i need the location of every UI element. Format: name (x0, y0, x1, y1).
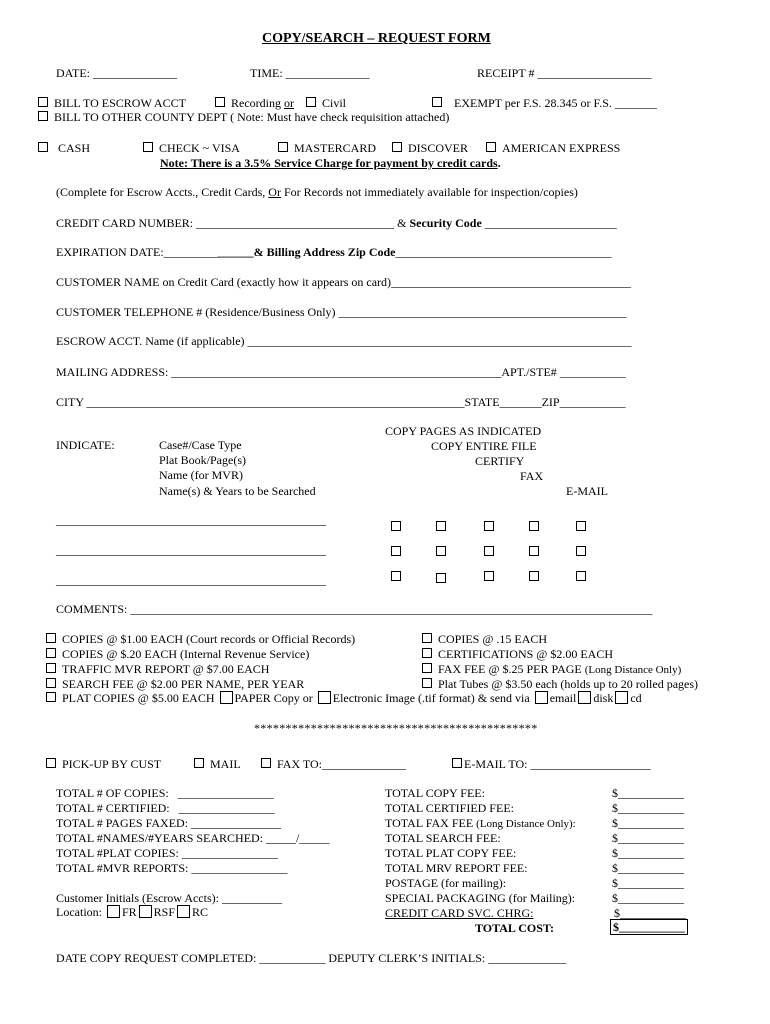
indicate-label: INDICATE: (56, 438, 115, 452)
email-checkbox[interactable] (576, 521, 586, 531)
checkbox-icon[interactable] (422, 633, 432, 643)
check-visa-option[interactable]: CHECK ~ VISA (143, 141, 240, 155)
mail-option[interactable]: MAIL (194, 757, 241, 771)
amount-field[interactable]: $___________ (612, 861, 684, 875)
certify-checkbox[interactable] (484, 521, 494, 531)
fee-option[interactable]: SEARCH FEE @ $2.00 PER NAME, PER YEAR (46, 677, 304, 691)
checkbox-icon[interactable] (422, 648, 432, 658)
amex-option[interactable]: AMERICAN EXPRESS (486, 141, 620, 155)
copy-entire-checkbox[interactable] (436, 573, 446, 583)
fee-option[interactable]: TRAFFIC MVR REPORT @ $7.00 EACH (46, 662, 269, 676)
copy-pages-checkbox[interactable] (391, 571, 401, 581)
total-label: TOTAL FAX FEE (Long Distance Only): (385, 816, 576, 830)
total-label: SPECIAL PACKAGING (for Mailing): (385, 891, 576, 905)
escrow-name-field[interactable]: ESCROW ACCT. Name (if applicable) ________________________________________________________________ (56, 334, 632, 348)
copy-entire-checkbox[interactable] (436, 521, 446, 531)
instructions: (Complete for Escrow Accts., Credit Cards, Or For Records not immediately available for inspection/copies) (56, 185, 578, 199)
cash-option[interactable]: CASH (38, 141, 90, 155)
completion-footer[interactable]: DATE COPY REQUEST COMPLETED: ___________ DEPUTY CLERK’S INITIALS: _____________ (56, 951, 567, 965)
checkbox-icon[interactable] (38, 97, 48, 107)
fax-checkbox[interactable] (529, 546, 539, 556)
checkbox-icon[interactable] (46, 758, 56, 768)
amount-field[interactable]: $___________ (612, 831, 684, 845)
email-checkbox[interactable] (576, 571, 586, 581)
checkbox-icon[interactable] (422, 678, 432, 688)
checkbox-icon[interactable] (143, 142, 153, 152)
location-rc-box[interactable] (177, 905, 190, 918)
amount-field[interactable]: $___________ (612, 846, 684, 860)
fee-option[interactable]: COPIES @ $.20 EACH (Internal Revenue Service) (46, 647, 309, 661)
expiration-field[interactable]: EXPIRATION DATE:_______________& Billing Address Zip Code____________________________________ (56, 245, 612, 259)
location-fr-box[interactable] (107, 905, 120, 918)
checkbox-icon[interactable] (46, 633, 56, 643)
total-cost-field[interactable]: $___________ (610, 919, 688, 935)
certify-checkbox[interactable] (484, 546, 494, 556)
amount-field[interactable]: $___________ (612, 816, 684, 830)
checkbox-icon[interactable] (422, 663, 432, 673)
fax-to-option[interactable]: FAX TO:______________ (261, 757, 406, 771)
checkbox-icon[interactable] (452, 758, 462, 768)
amount-field[interactable]: $___________ (612, 786, 684, 800)
option-copy-entire: COPY ENTIRE FILE (431, 439, 537, 453)
checkbox-icon[interactable] (278, 142, 288, 152)
civil-option[interactable]: Civil (306, 96, 346, 110)
fee-option[interactable]: COPIES @ $1.00 EACH (Court records or Official Records) (46, 632, 355, 646)
copy-entire-checkbox[interactable] (436, 546, 446, 556)
indicate-item: Case#/Case Type (159, 438, 242, 452)
email-to-option[interactable]: E-MAIL TO: ____________________ (452, 757, 650, 771)
location-options[interactable]: Location: FR RSF RC (56, 905, 209, 919)
checkbox-icon[interactable] (215, 97, 225, 107)
checkbox-icon[interactable] (261, 758, 271, 768)
total-label: TOTAL PLAT COPY FEE: (385, 846, 517, 860)
comments-field[interactable]: COMMENTS: _______________________________________________________________________________________ (56, 602, 653, 616)
plat-copies-option[interactable]: PLAT COPIES @ $5.00 EACH PAPER Copy or Electronic Image (.tif format) & send via email disk cd (46, 691, 642, 705)
email-box[interactable] (535, 691, 548, 704)
copy-pages-checkbox[interactable] (391, 546, 401, 556)
pickup-option[interactable]: PICK-UP BY CUST (46, 757, 161, 771)
email-checkbox[interactable] (576, 546, 586, 556)
customer-name-field[interactable]: CUSTOMER NAME on Credit Card (exactly how it appears on card)________________________________________ (56, 275, 632, 289)
fax-checkbox[interactable] (529, 521, 539, 531)
count-field[interactable]: TOTAL # OF COPIES: ________________ (56, 786, 274, 800)
indicate-line[interactable]: _____________________________________________ (56, 513, 326, 527)
cc-number-field[interactable]: CREDIT CARD NUMBER: _________________________________ & Security Code ______________________ (56, 216, 617, 230)
count-field[interactable]: TOTAL # CERTIFIED: ________________ (56, 801, 275, 815)
service-charge-note: Note: There is a 3.5% Service Charge for payment by credit cards. (160, 156, 501, 170)
location-rsf-box[interactable] (139, 905, 152, 918)
paper-copy-box[interactable] (220, 691, 233, 704)
total-cost-label: TOTAL COST: (475, 921, 555, 935)
amount-field[interactable]: $___________ (614, 906, 686, 920)
electronic-box[interactable] (318, 691, 331, 704)
fee-option[interactable]: CERTIFICATIONS @ $2.00 EACH (422, 647, 613, 661)
cd-box[interactable] (615, 691, 628, 704)
indicate-line[interactable]: _____________________________________________ (56, 543, 326, 557)
receipt-field[interactable]: RECEIPT # ___________________ (477, 66, 652, 80)
count-field[interactable]: TOTAL #MVR REPORTS: ________________ (56, 861, 288, 875)
option-email: E-MAIL (566, 484, 608, 498)
total-label: TOTAL COPY FEE: (385, 786, 485, 800)
certify-checkbox[interactable] (484, 571, 494, 581)
form-title: COPY/SEARCH – REQUEST FORM (262, 31, 491, 46)
mailing-address-field[interactable]: MAILING ADDRESS: _______________________________________________________APT./STE# ___________ (56, 365, 626, 379)
indicate-item: Name (for MVR) (159, 468, 243, 482)
bill-other-county-option[interactable]: BILL TO OTHER COUNTY DEPT ( Note: Must have check requisition attached) (38, 110, 449, 124)
cc-charge-label: CREDIT CARD SVC. CHRG: (385, 906, 534, 920)
amount-field[interactable]: $___________ (612, 891, 684, 905)
checkbox-icon[interactable] (38, 111, 48, 121)
separator: ********************************************* (254, 721, 538, 735)
checkbox-icon[interactable] (46, 648, 56, 658)
customer-initials-field[interactable]: Customer Initials (Escrow Accts): __________ (56, 891, 282, 905)
amount-field[interactable]: $___________ (612, 801, 684, 815)
checkbox-icon[interactable] (306, 97, 316, 107)
total-label: TOTAL SEARCH FEE: (385, 831, 501, 845)
recording-option[interactable]: Recording or (215, 96, 294, 110)
option-certify: CERTIFY (475, 454, 525, 468)
amount-field[interactable]: $___________ (612, 876, 684, 890)
fee-option[interactable]: COPIES @ .15 EACH (422, 632, 547, 646)
fee-option[interactable]: Plat Tubes @ $3.50 each (holds up to 20 rolled pages) (422, 677, 698, 691)
mastercard-option[interactable]: MASTERCARD (278, 141, 376, 155)
total-label: TOTAL CERTIFIED FEE: (385, 801, 514, 815)
option-fax: FAX (520, 469, 544, 483)
indicate-item: Plat Book/Page(s) (159, 453, 246, 467)
count-field[interactable]: TOTAL # PAGES FAXED: _______________ (56, 816, 282, 830)
city-state-zip-field[interactable]: CITY _______________________________________________________________STATE_______ZIP___________ (56, 395, 626, 409)
checkbox-icon[interactable] (46, 663, 56, 673)
count-field[interactable]: TOTAL #NAMES/#YEARS SEARCHED: _____/_____ (56, 831, 330, 845)
total-label: TOTAL MRV REPORT FEE: (385, 861, 528, 875)
fax-checkbox[interactable] (529, 571, 539, 581)
checkbox-icon[interactable] (486, 142, 496, 152)
count-field[interactable]: TOTAL #PLAT COPIES: ________________ (56, 846, 278, 860)
option-copy-pages: COPY PAGES AS INDICATED (385, 424, 542, 438)
exempt-option[interactable]: EXEMPT per F.S. 28.345 or F.S. _______ (432, 96, 657, 110)
date-field[interactable]: DATE: ______________ (56, 66, 177, 80)
customer-phone-field[interactable]: CUSTOMER TELEPHONE # (Residence/Business Only) ________________________________________________ (56, 305, 627, 319)
checkbox-icon[interactable] (194, 758, 204, 768)
checkbox-icon[interactable] (392, 142, 402, 152)
checkbox-icon[interactable] (432, 97, 442, 107)
disk-box[interactable] (578, 691, 591, 704)
indicate-item: Name(s) & Years to be Searched (159, 484, 316, 498)
copy-pages-checkbox[interactable] (391, 521, 401, 531)
checkbox-icon[interactable] (46, 692, 56, 702)
total-label: POSTAGE (for mailing): (385, 876, 507, 890)
checkbox-icon[interactable] (38, 142, 48, 152)
bill-escrow-option[interactable]: BILL TO ESCROW ACCT (38, 96, 186, 110)
fee-option[interactable]: FAX FEE @ $.25 PER PAGE (Long Distance Only) (422, 662, 681, 677)
time-field[interactable]: TIME: ______________ (250, 66, 370, 80)
discover-option[interactable]: DISCOVER (392, 141, 468, 155)
indicate-line[interactable]: _____________________________________________ (56, 573, 326, 587)
checkbox-icon[interactable] (46, 678, 56, 688)
